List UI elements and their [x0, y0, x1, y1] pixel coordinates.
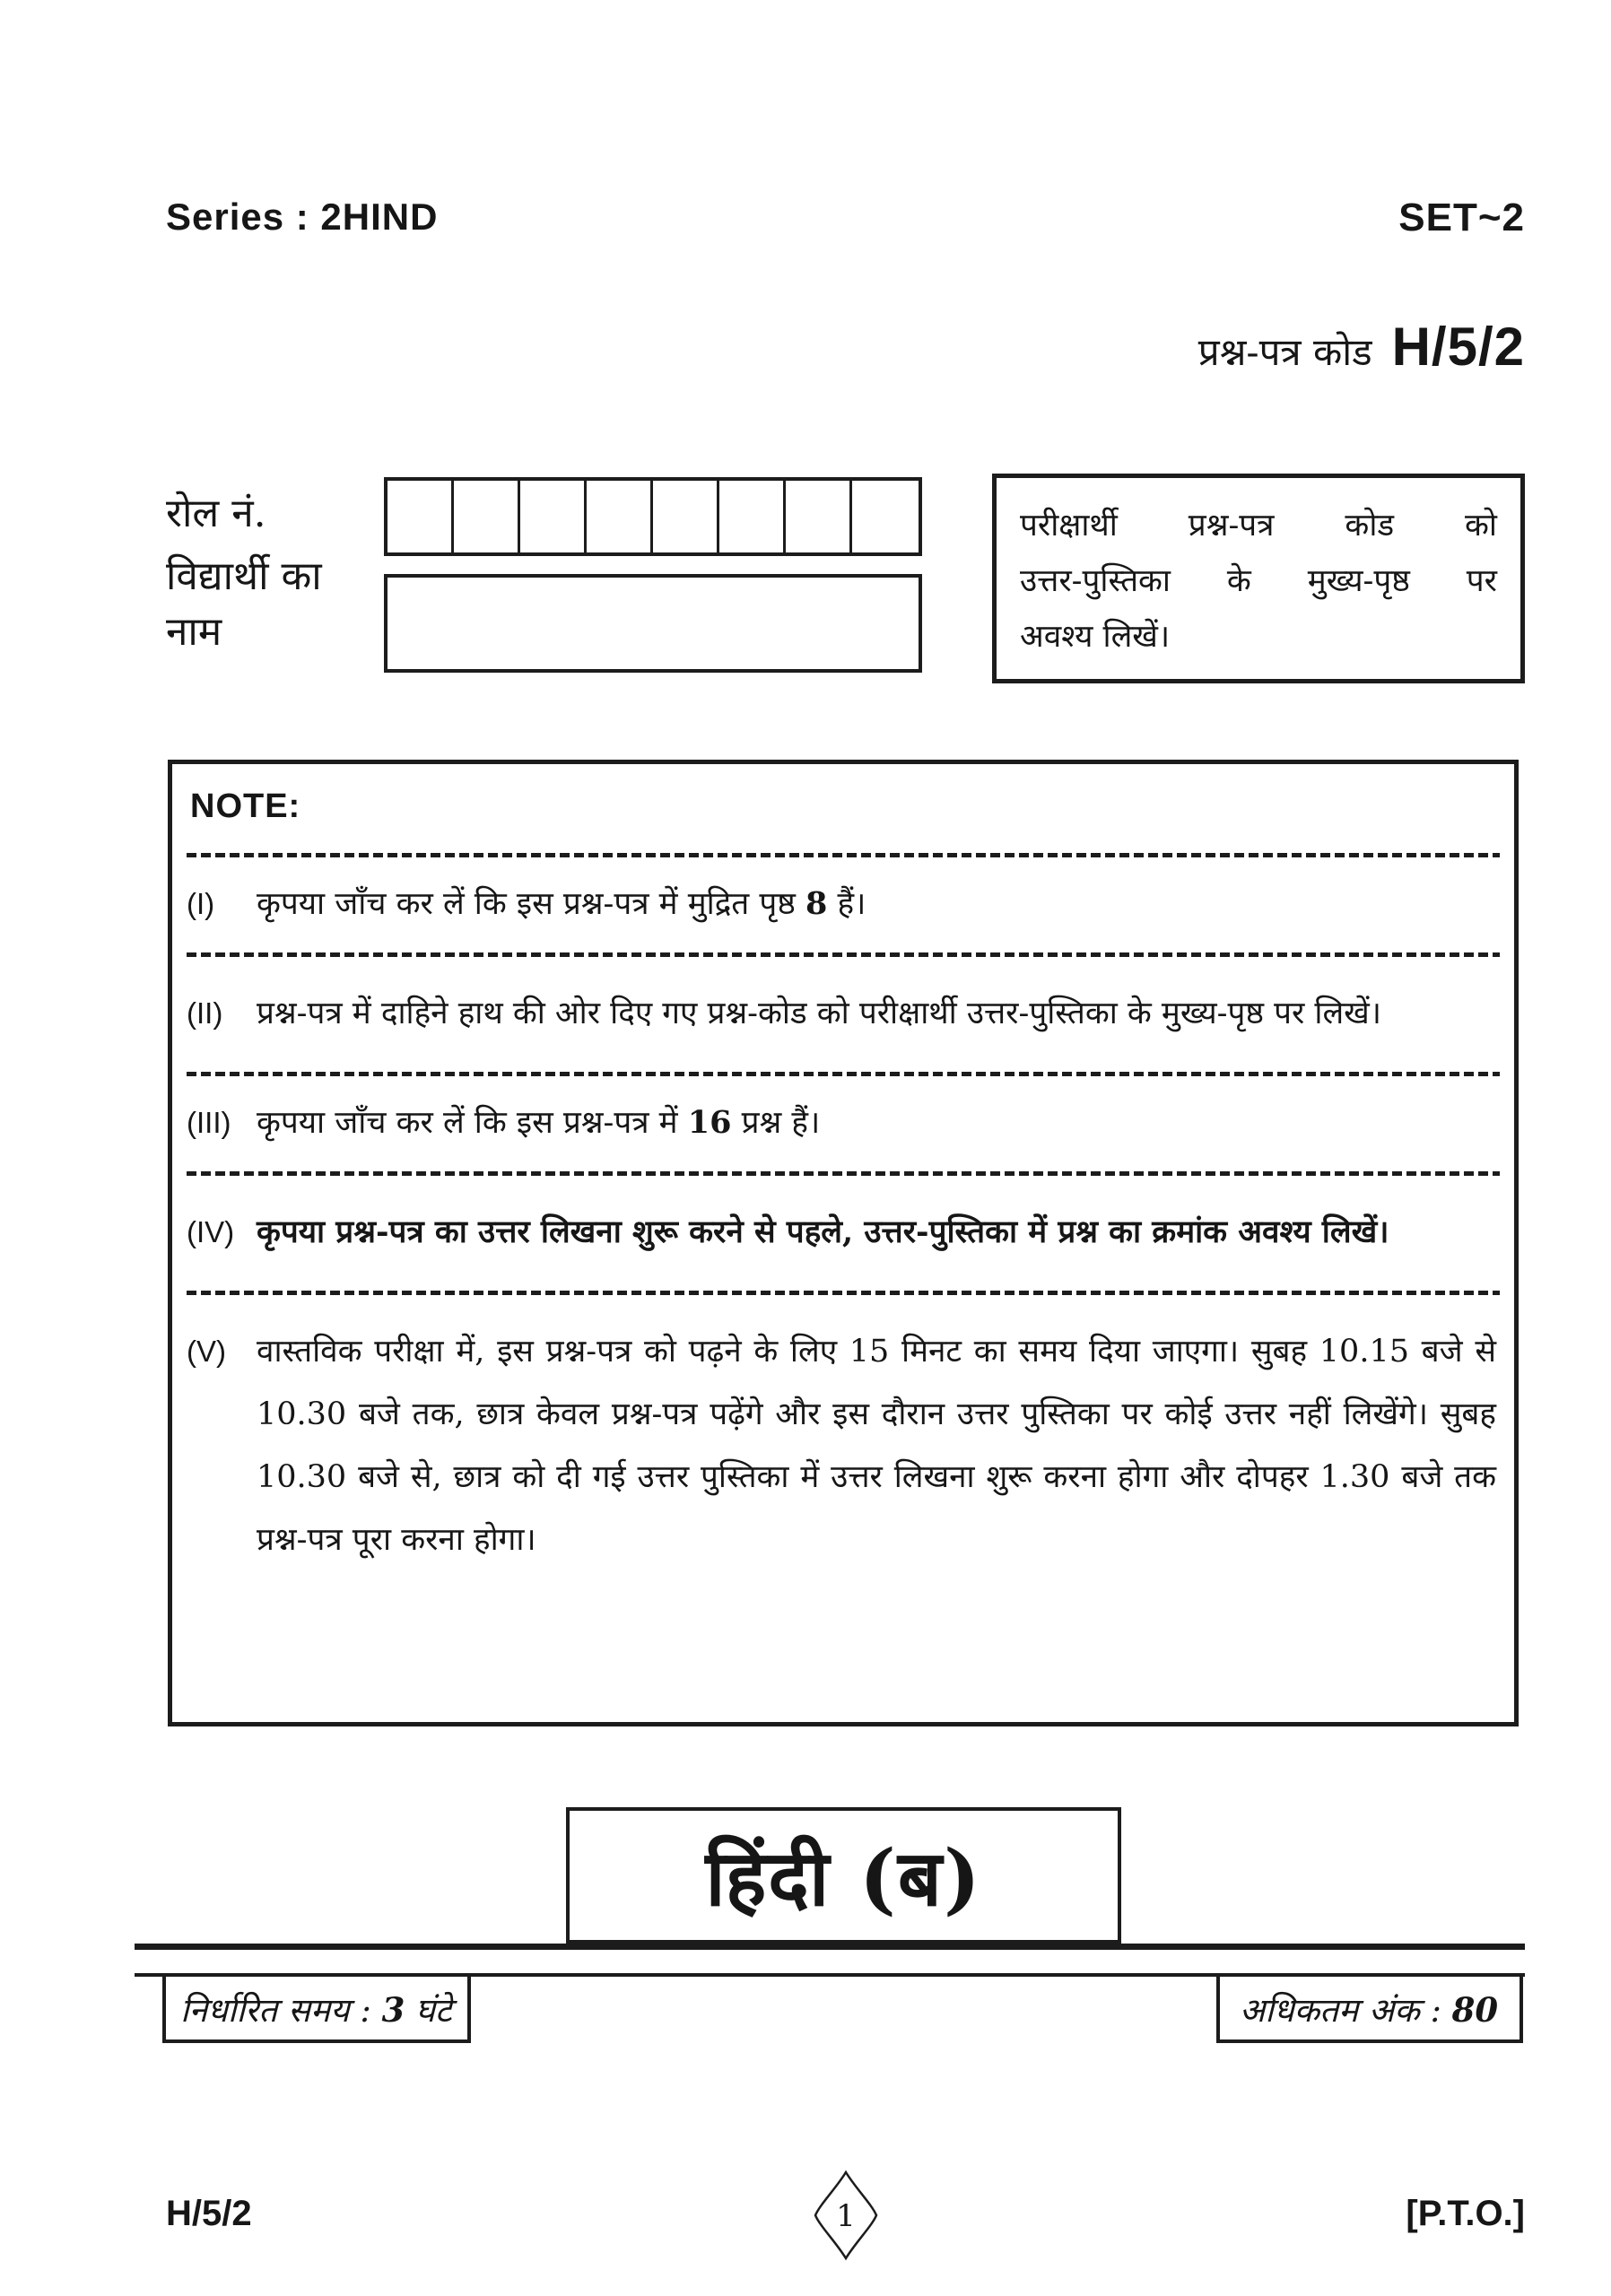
note-item-3: [187, 1101, 1500, 1144]
dashed-divider: [187, 1291, 1500, 1295]
code-instruction-line3: अवश्य लिखें।: [1020, 619, 1171, 655]
paper-code-label: प्रश्न-पत्र कोड: [1197, 330, 1372, 374]
dashed-divider: [187, 853, 1500, 857]
allotted-time-text: [180, 1986, 452, 2031]
note-item-4-text: कृपया प्रश्न-पत्र का उत्तर लिखना शुरू करने से पहले, उत्तर-पुस्तिका में प्रश्न का क्रमांक अवश्य लिखें।: [257, 1213, 1389, 1250]
roll-cell: [719, 481, 786, 552]
code-instruction-line1: परीक्षार्थी प्रश्न-पत्र कोड को: [1020, 508, 1497, 544]
max-marks-text: [1240, 1986, 1498, 2031]
note-item-4: [187, 1201, 1500, 1264]
dashed-divider: [187, 952, 1500, 957]
student-name-label-line1: विद्यार्थी का: [166, 553, 322, 599]
allotted-time-value: 3: [381, 1989, 405, 2030]
max-marks-value: 80: [1451, 1989, 1499, 2030]
note-item-4-number: (IV): [187, 1215, 235, 1248]
roll-cell: [852, 481, 919, 552]
note-box: [168, 760, 1519, 1726]
note-item-1-number: (I): [187, 887, 215, 920]
max-marks-box: [1216, 1973, 1523, 2043]
roll-number-grid: [384, 477, 922, 556]
note-item-3-text-pre: कृपया जाँच कर लें कि इस प्रश्न-पत्र में: [257, 1105, 688, 1141]
page-number-badge: [811, 2169, 881, 2262]
horizontal-rule: [135, 1944, 1525, 1950]
note-item-1-text-pre: कृपया जाँच कर लें कि इस प्रश्न-पत्र में मुद्रित पृष्ठ: [257, 886, 806, 922]
note-item-2: [187, 982, 1500, 1045]
footer-paper-code: H/5/2: [166, 2194, 252, 2233]
note-item-5: [187, 1320, 1500, 1571]
set-label: SET~2: [1398, 196, 1525, 239]
note-item-3-text-post: प्रश्न हैं।: [731, 1105, 821, 1141]
note-item-1: [187, 883, 1500, 926]
max-marks-label: अधिकतम अंक :: [1240, 1990, 1452, 2030]
note-item-5-number: (V): [187, 1335, 226, 1368]
subject-title-box: [566, 1807, 1121, 1944]
roll-number-label: रोल नं.: [166, 491, 266, 536]
note-item-2-text: प्रश्न-पत्र में दाहिने हाथ की ओर दिए गए प्रश्न-कोड को परीक्षार्थी उत्तर-पुस्तिका के मुख्य-पृष्ठ पर लिखें।: [257, 996, 1382, 1031]
note-item-3-text-bold: 16: [687, 1104, 732, 1141]
roll-cell: [653, 481, 719, 552]
roll-cell: [520, 481, 587, 552]
student-name-label-line2: नाम: [166, 609, 222, 655]
roll-cell: [786, 481, 852, 552]
allotted-time-unit: घंटे: [405, 1990, 452, 2030]
pto-label: [P.T.O.]: [1406, 2194, 1525, 2233]
roll-cell: [587, 481, 653, 552]
student-name-box: [384, 574, 922, 673]
page-number-text: 1: [836, 2198, 856, 2234]
note-item-1-text: [257, 883, 1500, 926]
note-item-1-text-post: हैं।: [827, 886, 866, 922]
time-marks-row: [135, 1973, 1525, 2043]
diamond-icon: [811, 2169, 881, 2262]
roll-cell: [388, 481, 454, 552]
dashed-divider: [187, 1072, 1500, 1076]
note-item-3-text: [257, 1101, 1500, 1144]
code-instruction-box: [992, 474, 1525, 683]
allotted-time-box: [162, 1973, 471, 2043]
paper-code-value: H/5/2: [1391, 317, 1525, 377]
note-item-5-text: वास्तविक परीक्षा में, इस प्रश्न-पत्र को पढ़ने के लिए 15 मिनट का समय दिया जाएगा। सुबह 10.15 बजे से 10.30 बजे तक, छात्र केवल प्रश्न-पत्र पढ़ेंगे और इस दौरान उत्तर पुस्तिका पर कोई उत्तर नहीं लिखेंगे। सुबह 10.30 बजे से, छात्र को दी गई उत्तर पुस्तिका में उत्तर लिखना शुरू करना होगा और दोपहर 1.30 बजे तक प्रश्न-पत्र पूरा करना होगा।: [257, 1334, 1496, 1558]
allotted-time-label: निर्धारित समय :: [180, 1990, 382, 2030]
note-item-3-number: (III): [187, 1106, 231, 1139]
student-name-label: [166, 549, 322, 660]
dashed-divider: [187, 1171, 1500, 1176]
paper-code-line: [1198, 316, 1525, 378]
note-heading: NOTE:: [190, 787, 301, 825]
note-item-1-text-bold: 8: [806, 885, 828, 922]
code-instruction-line2: उत्तर-पुस्तिका के मुख्य-पृष्ठ पर: [1020, 563, 1497, 599]
note-item-2-number: (II): [187, 996, 223, 1030]
subject-title: हिंदी (ब): [705, 1832, 982, 1924]
series-label: Series : 2HIND: [166, 196, 439, 238]
roll-cell: [454, 481, 520, 552]
